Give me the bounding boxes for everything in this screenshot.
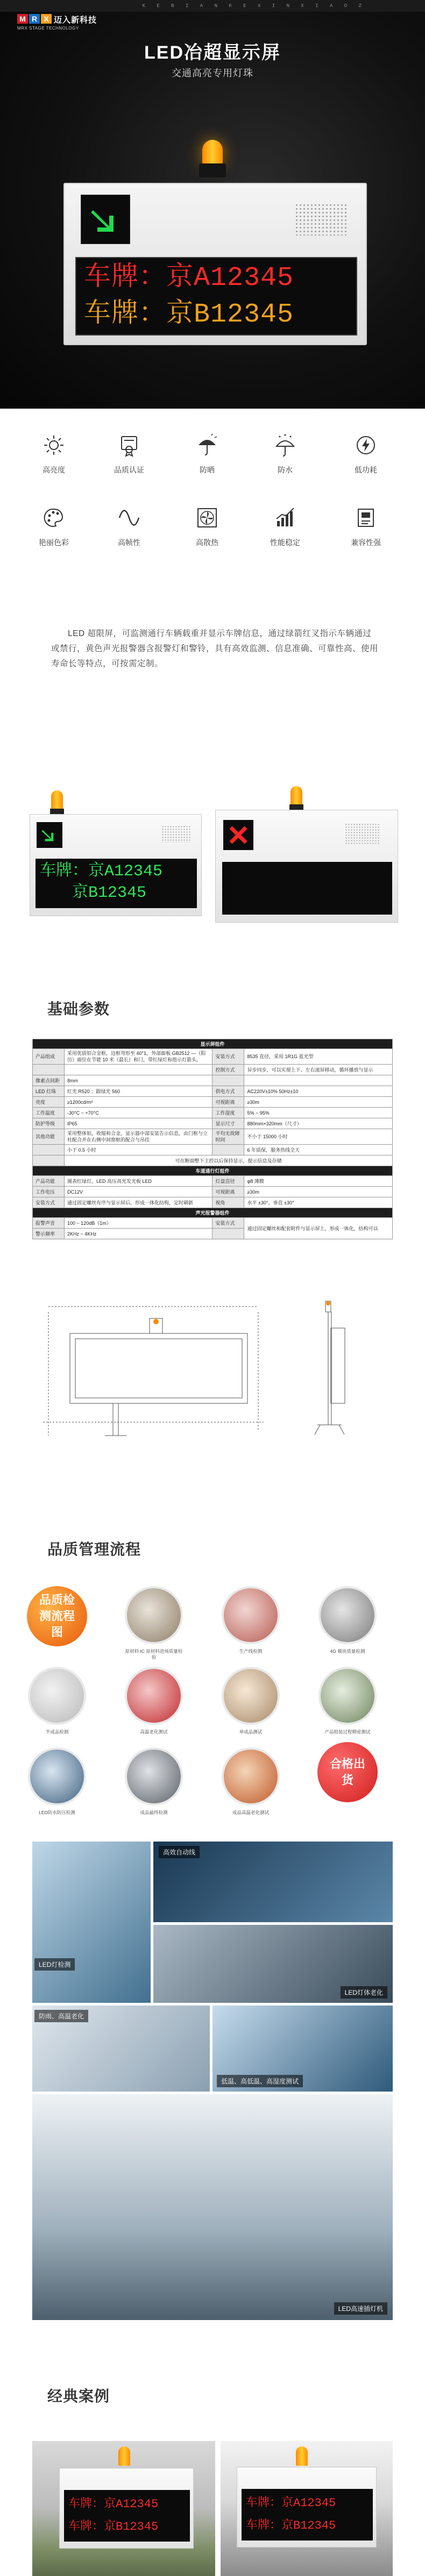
spec-label	[33, 1155, 65, 1166]
logo-letter-m: M	[17, 14, 28, 24]
qc-step-label: LED防水防压检测	[39, 1810, 75, 1815]
led-screen	[75, 257, 357, 336]
qc-step-label: 成品最终检测	[140, 1810, 168, 1815]
led-screen	[222, 862, 392, 915]
spec-value: -30°C ~ +70°C	[64, 1108, 212, 1118]
factory-photo	[32, 1842, 151, 2003]
screen-line-2: 京B12345	[72, 884, 147, 902]
sun-icon	[22, 430, 86, 460]
table-row	[33, 1075, 393, 1086]
spec-value: 8mm	[64, 1075, 212, 1086]
factory-photo	[32, 2006, 210, 2092]
spec-value: 通过固定螺丝和配套附件与显示屏上，形成一体化，结构可以	[244, 1218, 393, 1239]
feature-item	[253, 503, 317, 548]
spec-label: 工作电压	[33, 1187, 65, 1197]
spec-label: 可视距离	[212, 1187, 244, 1197]
top-strip	[0, 0, 425, 12]
furnace-icon	[28, 1667, 86, 1725]
feature-label: 防水	[278, 466, 293, 474]
spec-label: 像素点间距	[33, 1075, 65, 1086]
spec-label: 警示频率	[33, 1229, 65, 1239]
table-row	[33, 1118, 393, 1129]
spec-header: 车道通行灯组件	[33, 1166, 393, 1176]
beacon-icon	[51, 790, 63, 810]
section-title-spec: 基础参数	[47, 1001, 110, 1017]
assembly-icon	[318, 1586, 377, 1644]
spec-value: AC220V±10% 50Hz±10	[244, 1086, 393, 1097]
umbrella-icon	[175, 430, 239, 460]
section-title-cases: 经典案例	[47, 2388, 110, 2404]
qc-step	[317, 1586, 378, 1654]
spec-label: 显示尺寸	[212, 1118, 244, 1129]
spec-label	[33, 1145, 65, 1155]
led-screen	[242, 2489, 373, 2541]
product-photo-front	[30, 780, 202, 936]
qc-step	[27, 1667, 87, 1735]
feature-label: 低功耗	[355, 466, 377, 474]
spec-value: 采用优质铝合金框，边框弯形至 40°1，外部面板 GB2512 —（阳历）面位在节能 10 米（最长）和门，带红绿灯和指示灯箭头。	[64, 1049, 212, 1065]
technical-drawing-icon	[32, 1290, 393, 1441]
qc-step-label: 4G 模块质量检测	[330, 1649, 365, 1654]
certificate-icon	[97, 430, 161, 460]
led-screen	[64, 2490, 190, 2542]
feature-label: 艳丽色彩	[39, 538, 69, 547]
photo-tag: LED灯检测	[34, 1958, 75, 1971]
spec-label: 其他功能	[33, 1129, 65, 1145]
feature-item	[175, 430, 239, 475]
speaker-grille	[295, 203, 348, 236]
speaker-grille	[161, 825, 192, 843]
spec-value: ≥1200cd/m²	[64, 1097, 212, 1108]
table-row	[33, 1187, 393, 1197]
feature-item	[334, 430, 398, 475]
screen-line-2: 车牌：京B12345	[68, 2520, 159, 2534]
compatible-icon	[334, 503, 398, 533]
spec-label: 控制方式	[212, 1065, 244, 1075]
qc-step-label: 高温老化测试	[140, 1729, 168, 1735]
speaker-grille	[345, 823, 379, 845]
red-cross-icon	[223, 820, 253, 850]
spec-value: 100 ~ 120dB（1m）	[64, 1218, 212, 1229]
logo-name-cn: 迈入新科技	[54, 16, 97, 25]
spec-label: 亮度	[33, 1097, 65, 1108]
feature-label: 兼容性强	[351, 538, 381, 547]
spec-label: 平均无故障时间	[212, 1129, 244, 1145]
fan-icon	[175, 503, 239, 533]
screen-line-1: 车牌：京A12345	[40, 862, 163, 881]
spec-label: 工作湿度	[212, 1108, 244, 1118]
table-row	[33, 1049, 393, 1065]
spec-label: 视角	[212, 1197, 244, 1208]
qc-step-label: 成品高温老化测试	[232, 1810, 269, 1815]
spec-label	[212, 1145, 244, 1155]
table-row	[33, 1108, 393, 1118]
table-row	[33, 1129, 393, 1145]
case-photo	[221, 2441, 393, 2576]
beacon-base	[199, 163, 226, 177]
spec-header: 声光报警器组件	[33, 1208, 393, 1218]
spec-value: 小于 0.5 小时	[64, 1145, 212, 1155]
feature-item	[97, 430, 161, 475]
feature-item	[175, 503, 239, 548]
qc-step-label: 产品组装过程精密测试	[324, 1729, 371, 1735]
led-wall-icon	[222, 1747, 280, 1806]
product-photo-side	[210, 780, 398, 936]
green-arrow-icon	[81, 195, 131, 245]
spec-value	[64, 1065, 212, 1075]
spec-label: 灯盘直径	[212, 1176, 244, 1187]
feature-item	[253, 430, 317, 475]
aging-icon	[222, 1586, 280, 1644]
feature-label: 防晒	[200, 466, 215, 474]
qc-step	[27, 1747, 87, 1816]
spec-value: 880mm×320mm（尺寸）	[244, 1118, 393, 1129]
spec-value: 5% ~ 95%	[244, 1108, 393, 1118]
product-intro: LED 超限屏，可监测通行车辆载重并显示车牌信息，通过绿箭红叉指示车辆通过或禁行，黄色声光报警器含报警灯和警铃，具有高效监测、信息准确、可靠性高、使用寿命长等特点，可按需定制。	[51, 629, 379, 668]
box-icon	[318, 1667, 377, 1725]
qc-step-label: 半成品检测	[45, 1729, 69, 1735]
spec-value: 不小于 15000 小时	[244, 1129, 393, 1145]
qc-step	[124, 1667, 184, 1735]
feature-item	[22, 503, 86, 548]
beacon-icon	[296, 2446, 308, 2466]
logo-letter-r: R	[29, 14, 40, 24]
spec-label: 安装方式	[33, 1197, 65, 1208]
section-title-qc: 品质管理流程	[47, 1541, 141, 1558]
photo-tag: LED高速插灯机	[334, 2302, 387, 2315]
photo-tag: 防雨、高温老化	[34, 2010, 88, 2022]
table-row	[33, 1155, 393, 1166]
qc-step	[221, 1747, 281, 1816]
hero-title: LED冶超显示屏	[144, 42, 281, 63]
spec-table	[32, 1039, 393, 1239]
table-row	[33, 1086, 393, 1097]
module-icon	[125, 1747, 183, 1806]
photo-tag: LED灯体老化	[341, 1986, 387, 1999]
case-gallery	[0, 2441, 425, 2576]
factory-photo	[153, 1925, 393, 2003]
feature-item	[22, 430, 86, 475]
qc-start-label: 品质检测流程图	[39, 1593, 75, 1639]
microscope-icon	[125, 1586, 183, 1644]
spec-label: 安装方式	[212, 1218, 244, 1229]
factory-gallery	[32, 1842, 393, 2347]
wave-icon	[97, 503, 161, 533]
screen-line-2: 车牌：京B12345	[246, 2519, 336, 2532]
spec-label: 防护等级	[33, 1118, 65, 1129]
screen-line-1: 车牌：京A12345	[84, 263, 294, 294]
factory-photo	[212, 2006, 393, 2092]
table-row	[33, 1065, 393, 1075]
feature-label: 性能稳定	[270, 538, 300, 547]
beacon-icon	[291, 786, 302, 805]
quality-flow	[27, 1586, 398, 1823]
spec-label: 报警声音	[33, 1218, 65, 1229]
feature-label: 品质认证	[114, 466, 144, 474]
spec-label	[212, 1075, 244, 1086]
spec-label: 产品功能	[33, 1176, 65, 1187]
qc-step	[317, 1667, 378, 1735]
spec-value	[244, 1075, 393, 1086]
spec-value: ≥30m	[244, 1187, 393, 1197]
cabinet	[59, 2468, 194, 2549]
spec-label: 工作温度	[33, 1108, 65, 1118]
spec-label: 安装方式	[212, 1049, 244, 1065]
screen-line-1: 车牌：京A12345	[68, 2497, 159, 2511]
beacon-icon	[118, 2446, 130, 2466]
spec-value: 通过固定螺丝有序与显示屏后，形成一体化结构，定时刷新	[64, 1197, 212, 1208]
photo-tag: 高效自动线	[159, 1846, 200, 1858]
spec-label: 供电方式	[212, 1086, 244, 1097]
spec-value: 异步同步，可以实现上下、左右滚屏移动，循环播放与显示	[244, 1065, 393, 1075]
qc-end-badge	[317, 1742, 378, 1802]
spec-value: DC12V	[64, 1187, 212, 1197]
palette-icon	[22, 503, 86, 533]
spec-value: 8535 直径，采用 1R1G 蓝光型	[244, 1049, 393, 1065]
qc-step-label: 单成品测试	[239, 1729, 263, 1735]
energy-icon	[334, 430, 398, 460]
spec-label: 可视距离	[212, 1097, 244, 1108]
spec-value: 水平 ±30°，垂直 ±30°	[244, 1197, 393, 1208]
spec-value: 6 年质保，服务热线全天	[244, 1145, 393, 1155]
green-arrow-icon	[37, 822, 62, 848]
chart-icon	[253, 503, 317, 533]
qc-step	[221, 1586, 281, 1654]
qc-step-label: 原材料 IC 原材料进场质量检验	[125, 1649, 183, 1660]
table-row	[33, 1145, 393, 1155]
led-screen	[36, 859, 197, 908]
factory-photo	[153, 1842, 393, 1922]
table-row	[33, 1097, 393, 1108]
beacon-dome	[202, 140, 223, 165]
green-arrow-signal	[81, 195, 130, 244]
qc-start-badge	[27, 1586, 87, 1646]
feature-item	[97, 503, 161, 548]
dimension-drawing	[32, 1290, 393, 1441]
spec-value: 红光 R520 ；跟绿光 560	[64, 1086, 212, 1097]
cabinet	[237, 2467, 377, 2548]
spec-value: 采用整体铝，收缩和合金，显示器中部安装告示信息，由门框与立柱配合并在右侧中间窗框的配合与吊挂	[64, 1129, 212, 1145]
table-row	[33, 1176, 393, 1187]
spec-label	[33, 1065, 65, 1075]
spec-label: LED 灯珠	[33, 1086, 65, 1097]
qc-step	[124, 1586, 184, 1660]
brand-logo[interactable]	[17, 14, 98, 31]
spec-value: 图表红绿灯，LED 高压高光发光板 LED	[64, 1176, 212, 1187]
cabinet	[30, 814, 202, 916]
feature-item	[334, 503, 398, 548]
qc-step	[221, 1667, 281, 1735]
logo-letter-x: X	[41, 14, 52, 24]
qc-step	[124, 1747, 184, 1816]
spec-label: 产品组成	[33, 1049, 65, 1065]
chamber-icon	[125, 1667, 183, 1725]
spec-value: φ8 薄膜	[244, 1176, 393, 1187]
screen-line-1: 车牌：京A12345	[246, 2496, 336, 2510]
spec-value: 2KHz ~ 4KHz	[64, 1229, 212, 1239]
logo-name-en: MRX STAGE TECHNOLOGY	[17, 26, 79, 31]
factory-photo	[32, 2094, 393, 2320]
table-row	[33, 1197, 393, 1208]
hero-banner	[0, 0, 425, 409]
warning-beacon	[199, 140, 226, 183]
spec-header: 显示屏组件	[33, 1039, 393, 1049]
table-row	[33, 1218, 393, 1229]
hero-subtitle: 交通高亮专用灯珠	[172, 68, 253, 79]
display-cabinet	[63, 183, 367, 345]
feature-label: 高散热	[196, 538, 218, 547]
feature-icons	[0, 430, 425, 565]
feature-label: 高帧性	[118, 538, 140, 547]
spec-label	[212, 1229, 244, 1239]
feature-label: 高亮度	[42, 466, 65, 474]
qc-end-label: 合格出货	[329, 1757, 365, 1787]
cabinet	[215, 810, 398, 923]
photo-tag: 低温、高低温、高湿度测试	[217, 2075, 303, 2087]
test-icon	[28, 1747, 86, 1806]
spec-value: 可在断面整下主控以后保持显示，提示信息及存储	[64, 1155, 392, 1166]
qc-step-label: 生产线检测	[239, 1649, 263, 1654]
screen-line-2: 车牌：京B12345	[84, 299, 294, 330]
pcb-icon	[222, 1667, 280, 1725]
rain-umbrella-icon	[253, 430, 317, 460]
spec-value: IP65	[64, 1118, 212, 1129]
case-photo	[32, 2441, 215, 2576]
top-strip-letters: K E B I A N K E X I N X I A O Z	[142, 3, 366, 9]
spec-value: ≥30m	[244, 1097, 393, 1108]
